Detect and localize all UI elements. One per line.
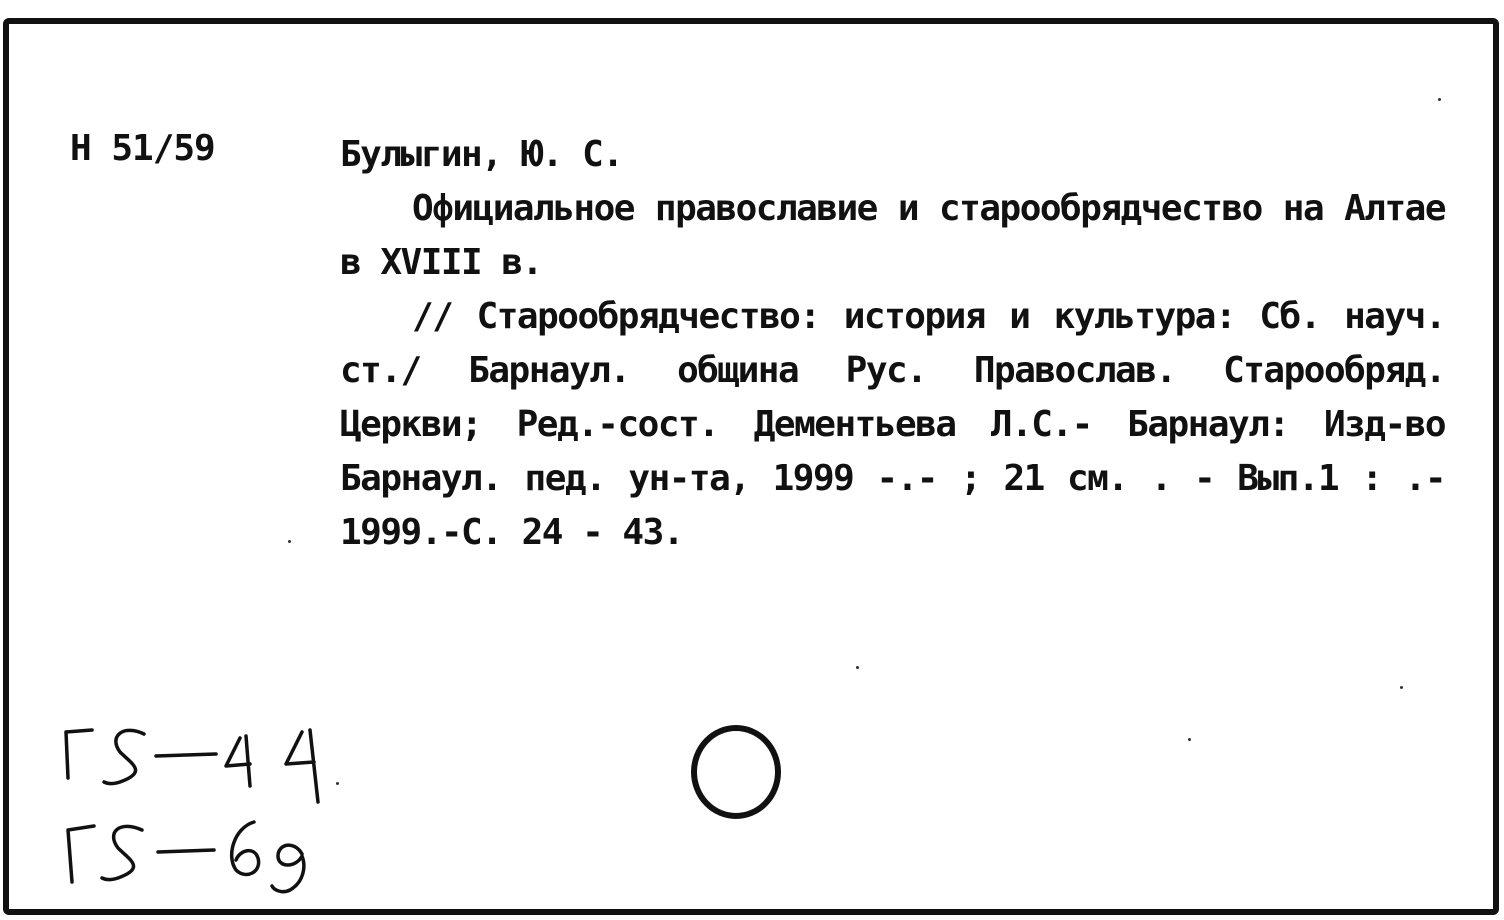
title-statement: Официальное православие и старообрядчество на Алтае в XVIII в.: [340, 188, 1445, 283]
scan-speck: [1438, 98, 1441, 101]
scan-speck: [336, 782, 339, 785]
scan-speck: [1188, 738, 1191, 741]
punch-hole: [688, 718, 788, 828]
source-statement: // Старообрядчество: история и культура: Сб. науч. ст./ Барнаул. община Рус. Православ. Старообряд. Церкви; Ред.-сост. Дементьева Л.С.- Барнаул: Изд-во Барнаул. пед. ун-та, 1999 -.- ; 21 см. . - Вып.1 : .- 1999.-С. 24 - 43.: [340, 296, 1445, 553]
scan-speck: [288, 540, 291, 543]
handwritten-note-2: [68, 822, 304, 892]
scan-speck: [856, 666, 859, 669]
shelf-mark: Н 51/59: [70, 128, 215, 169]
handwritten-note-1: [66, 730, 318, 802]
handwritten-notes-drawing: [40, 690, 360, 900]
scan-speck: [1400, 686, 1403, 689]
bibliographic-entry: [340, 128, 1445, 560]
author-heading: Булыгин, Ю. С.: [340, 134, 623, 175]
